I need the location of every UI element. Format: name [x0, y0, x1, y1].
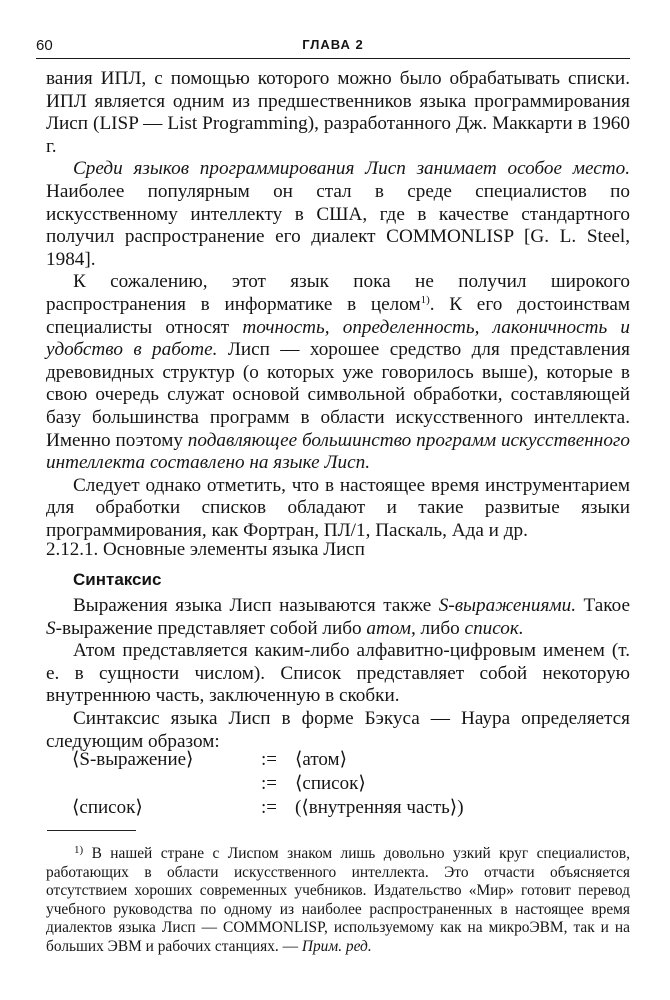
grammar-rhs: ⟨атом⟩: [295, 749, 347, 770]
footnote-divider: [47, 830, 136, 831]
emphasis-atom: атом,: [366, 617, 416, 639]
syntax-text: [46, 595, 630, 753]
grammar-rule: [72, 772, 502, 796]
emphasis-list: список.: [464, 617, 524, 639]
s-expr-text-a: Выражения языка Лисп называются также: [73, 595, 439, 616]
running-title: ГЛАВА 2: [302, 37, 364, 52]
grammar-rule: [72, 796, 502, 820]
advantages-text-c: Лисп — хорошее средство для представления древовидных структур (о которых уже говорилось выше), которые в свою очередь служат основой символьной обработки, составляющей базу большинства программ в области искусственного интеллекта. Именно поэтому: [46, 339, 631, 451]
paragraph-bnf-intro: Синтаксис языка Лисп в форме Бэкуса — Наура определяется следующим образом:: [46, 707, 630, 752]
paragraph-lisp-advantages: [46, 271, 630, 474]
emphasis-lisp-place: Среди языков программирования Лисп занимает особое место.: [73, 158, 630, 180]
paragraph-other-languages: Следует однако отметить, что в настоящее время инструментарием для обработки списков обладают и такие развитые языки программирования, как Фортран, ПЛ/1, Паскаль, Ада и др.: [46, 474, 630, 541]
editor-note: Прим. ред.: [301, 937, 372, 955]
paragraph-ipl: вания ИПЛ, с помощью которого можно было обрабатывать списки. ИПЛ является одним из предшественников языка программирования Лисп (LISP — List Programming), разработанного Дж. Маккарти в 1960 г.: [46, 68, 630, 157]
grammar-rule: [72, 748, 502, 772]
grammar-operator: :=: [261, 749, 277, 770]
grammar-lhs: ⟨S-выражение⟩: [72, 749, 194, 770]
emphasis-s: S: [46, 617, 56, 639]
s-expr-text-b: Такое: [576, 595, 630, 616]
paragraph-lisp-place: [46, 158, 630, 271]
section-heading: 2.12.1. Основные элементы языка Лисп: [46, 539, 365, 560]
s-expr-text-c: -выражение представляет собой либо: [55, 617, 367, 639]
bnf-grammar: [72, 748, 502, 820]
footnote: [46, 845, 630, 956]
body-text: [46, 68, 630, 542]
s-expr-text-d: либо: [415, 617, 465, 639]
grammar-operator: :=: [261, 797, 277, 818]
footnote-reference: 1): [420, 293, 430, 306]
advantages-text-b: . К его достоинствам специалисты относят: [46, 293, 630, 338]
grammar-operator: :=: [261, 773, 277, 794]
paragraph-lisp-place-rest: Наиболее популярным он стал в среде специалистов по искусственному интеллекту в США, где в качестве стандартного получил распространение его диалект COMMONLISP [G. L. Steel, 1984].: [46, 180, 630, 270]
footnote-text: [46, 845, 630, 956]
emphasis-ai-programs: подавляющее большинство программ искусственного интеллекта составлено на языке Лисп.: [46, 429, 630, 474]
page-header: [36, 34, 630, 59]
emphasis-s-expressions: S-выражениями.: [438, 595, 577, 616]
advantages-text-a: К сожалению, этот язык пока не получил широкого распространения в информатике в целом: [46, 271, 630, 315]
grammar-rhs: (⟨внутренняя часть⟩): [295, 797, 464, 818]
footnote-mark: 1): [74, 844, 84, 856]
paragraph-s-expressions: [46, 595, 630, 640]
grammar-rhs: ⟨список⟩: [295, 773, 366, 794]
paragraph-atom-definition: Атом представляется каким-либо алфавитно-цифровым именем (т. е. в сущности числом). Список представляет собой некоторую внутреннюю часть, заключенную в скобки.: [46, 640, 630, 707]
footnote-body: В нашей стране с Лиспом знаком лишь довольно узкий круг специалистов, работающих в области искусственного интеллекта. Это отчасти объясняется отсутствием хороших современных учебников. Издательство «Мир» готовит перевод учебного руководства по одному из наиболее распространенных в настоящее время диалектов языка Лисп — COMMONLISP, используемому как на микроЭВМ, так и на больших ЭВМ и рабочих станциях. —: [46, 845, 630, 955]
emphasis-advantages: точность, определенность, лаконичность и удобство в работе.: [46, 316, 630, 361]
subheading-syntax: Синтаксис: [73, 570, 162, 589]
grammar-lhs: ⟨список⟩: [72, 797, 143, 818]
page-number: 60: [36, 37, 53, 54]
